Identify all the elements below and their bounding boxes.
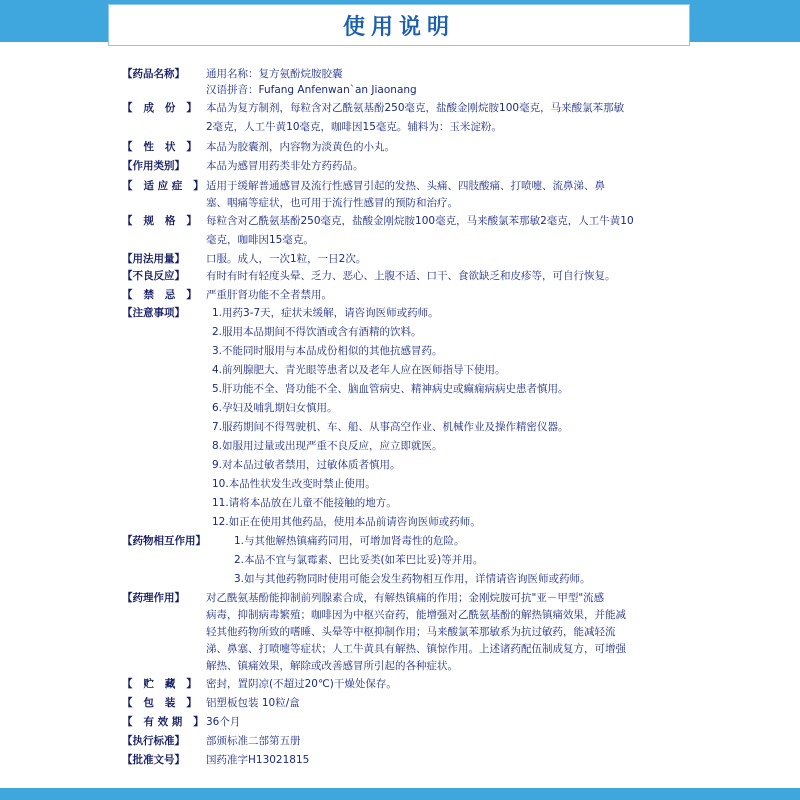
validity-text: 36个月: [206, 716, 241, 728]
pharmacology-line: 轻其他药物所致的嗜睡、头晕等中枢抑制作用；马来酸氯苯那敏系为抗过敏药，能减轻流: [206, 626, 616, 638]
ingredients-line-2: 2毫克，人工牛黄10毫克，咖啡因15毫克。辅料为：玉米淀粉。: [206, 121, 502, 133]
description-text: 本品为胶囊剂，内容物为淡黄色的小丸。: [206, 141, 395, 153]
page-title: 使用说明: [342, 13, 455, 40]
label-drug-name: 【药品名称】: [122, 68, 185, 80]
drug-pinyin-name: 汉语拼音：Fufang Anfenwan`an Jiaonang: [206, 84, 417, 96]
label-precautions: 【注意事项】: [122, 307, 185, 319]
specification-line-1: 每粒含对乙酰氨基酚250毫克，盐酸金刚烷胺100毫克，马来酸氯苯那敏2毫克，人工牛黄10: [206, 215, 634, 227]
package-text: 铝塑板包装 10粒/盒: [206, 697, 300, 709]
dosage-text: 口服。成人，一次1粒，一日2次。: [206, 253, 367, 265]
interaction-item: 1.与其他解热镇痛药同用，可增加肾毒性的危险。: [234, 535, 465, 547]
drug-generic-name: 通用名称：复方氨酚烷胺胶囊: [206, 68, 343, 80]
pharmacology-line: 对乙酰氨基酚能抑制前列腺素合成，有解热镇痛的作用；金刚烷胺可抗"亚－甲型"流感: [206, 592, 605, 604]
label-ingredients: 【 成 份 】: [122, 102, 197, 114]
label-approval-number: 【批准文号】: [122, 754, 185, 766]
precaution-item: 9.对本品过敏者禁用，过敏体质者慎用。: [212, 459, 401, 471]
label-specification: 【 规 格 】: [122, 215, 197, 227]
precaution-item: 10.本品性状发生改变时禁止使用。: [212, 478, 376, 490]
label-category: 【作用类别】: [122, 160, 185, 172]
specification-line-2: 毫克，咖啡因15毫克。: [206, 234, 314, 246]
label-standard: 【执行标准】: [122, 735, 185, 747]
pharmacology-line: 病毒，抑制病毒繁殖；咖啡因为中枢兴奋药，能增强对乙酰氨基酚的解热镇痛效果，并能减: [206, 609, 626, 621]
label-adverse-reactions: 【不良反应】: [122, 270, 185, 282]
precaution-item: 4.前列腺肥大、青光眼等患者以及老年人应在医师指导下使用。: [212, 364, 506, 376]
adverse-reactions-text: 有时有时有轻度头晕、乏力、恶心、上腹不适、口干、食欲缺乏和皮疹等，可自行恢复。: [206, 270, 616, 282]
label-description: 【 性 状 】: [122, 141, 197, 153]
precaution-item: 12.如正在使用其他药品，使用本品前请咨询医师或药师。: [212, 516, 481, 528]
contraindications-text: 严重肝肾功能不全者禁用。: [206, 289, 332, 301]
label-storage: 【 贮 藏 】: [122, 678, 197, 690]
precaution-item: 3.不能同时服用与本品成份相似的其他抗感冒药。: [212, 345, 443, 357]
precaution-item: 7.服药期间不得驾驶机、车、船、从事高空作业、机械作业及操作精密仪器。: [212, 421, 569, 433]
label-dosage: 【用法用量】: [122, 253, 185, 265]
storage-text: 密封，置阴凉(不超过20℃)干燥处保存。: [206, 678, 397, 690]
label-drug-interactions: 【药物相互作用】: [122, 535, 206, 547]
category-text: 本品为感冒用药类非处方药药品。: [206, 160, 364, 172]
interaction-item: 3.如与其他药物同时使用可能会发生药物相互作用，详情请咨询医师或药师。: [234, 573, 591, 585]
interaction-item: 2.本品不宜与氯霉素、巴比妥类(如苯巴比妥)等并用。: [234, 554, 484, 566]
precaution-item: 6.孕妇及哺乳期妇女慎用。: [212, 402, 338, 414]
precaution-item: 5.肝功能不全、肾功能不全、脑血管病史、精神病史或癫痫病病史患者慎用。: [212, 383, 569, 395]
label-pharmacology: 【药理作用】: [122, 592, 185, 604]
label-validity: 【 有 效 期 】: [122, 716, 204, 728]
precaution-item: 1.用药3-7天，症状未缓解，请咨询医师或药师。: [212, 307, 439, 319]
ingredients-line-1: 本品为复方制剂，每粒含对乙酰氨基酚250毫克，盐酸金刚烷胺100毫克，马来酸氯苯那敏: [206, 102, 625, 114]
approval-number-text: 国药准字H13021815: [206, 754, 310, 766]
precaution-item: 8.如服用过量或出现严重不良反应，应立即就医。: [212, 440, 443, 452]
label-contraindications: 【 禁 忌 】: [122, 289, 197, 301]
pharmacology-line: 解热、镇痛效果，解除或改善感冒所引起的各种症状。: [206, 660, 458, 672]
standard-text: 部颁标准二部第五册: [206, 735, 301, 747]
pharmacology-line: 涕、鼻塞、打喷嚏等症状；人工牛黄具有解热、镇惊作用。上述诸药配伍制成复方，可增强: [206, 643, 626, 655]
precaution-item: 2.服用本品期间不得饮酒或含有酒精的饮料。: [212, 326, 422, 338]
indications-line-2: 塞、咽痛等症状，也可用于流行性感冒的预防和治疗。: [206, 197, 458, 209]
label-package: 【 包 装 】: [122, 697, 197, 709]
footer-band: [0, 788, 800, 800]
indications-line-1: 适用于缓解普通感冒及流行性感冒引起的发热、头痛、四肢酸痛、打喷嚏、流鼻涕、鼻: [206, 180, 605, 192]
precaution-item: 11.请将本品放在儿童不能接触的地方。: [212, 497, 397, 509]
label-indications: 【 适 应 症 】: [122, 180, 204, 192]
